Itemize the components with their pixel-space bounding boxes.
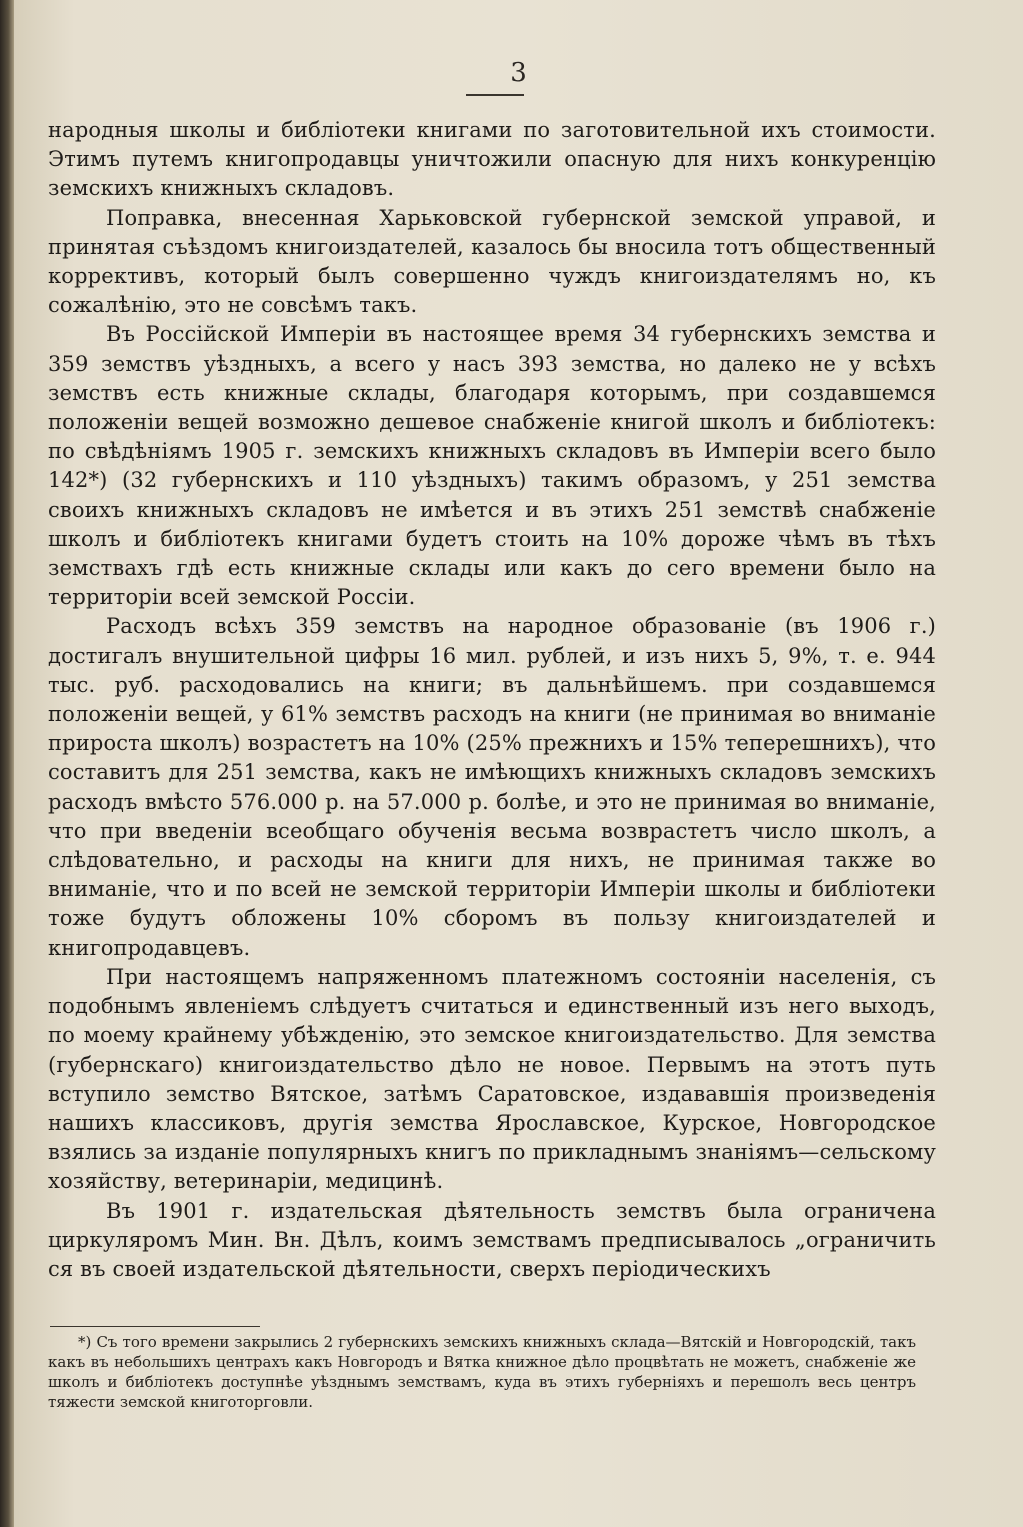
book-page	[14, 0, 1023, 1527]
paragraph: народныя школы и библіотеки книгами по заготовительной ихъ стоимости. Этимъ путемъ книгопродавцы уничтожили опасную для нихъ конкуренцію земскихъ книжныхъ складовъ.	[48, 118, 936, 201]
body-text	[48, 116, 936, 1284]
page-number-rule	[466, 94, 524, 96]
paragraph: Въ 1901 г. издательская дѣятельность земствъ была ограничена циркуляромъ Мин. Вн. Дѣлъ, коимъ земствамъ предписывалось „ограничить ся въ своей издательской дѣятельности, сверхъ періодическихъ	[48, 1198, 936, 1281]
footnote-rule	[50, 1326, 260, 1327]
paragraph: Въ Россійской Имперіи въ настоящее время 34 губернскихъ земства и 359 земствъ уѣздныхъ, а всего у насъ 393 земства, но далеко не у всѣхъ земствъ есть книжные склады, благодаря которымъ, при создавшемся положеніи вещей возможно дешевое снабженіе книгой школъ и библіотекъ: по свѣдѣніямъ 1905 г. земскихъ книжныхъ складовъ въ Имперіи всего было 142*) (32 губернскихъ и 110 уѣздныхъ) такимъ образомъ, у 251 земства своихъ книжныхъ складовъ не имѣется и въ этихъ 251 земствѣ снабженіе школъ и библіотекъ книгами будетъ стоить на 10% дороже чѣмъ въ тѣхъ земствахъ гдѣ есть книжные склады или какъ до сего времени было на территоріи всей земской Россіи.	[48, 322, 936, 610]
paragraph: При настоящемъ напряженномъ платежномъ состояніи населенія, съ подобнымъ явленіемъ слѣдуетъ считаться и единственный изъ него выходъ, по моему крайнему убѣжденію, это земское книгоиздательство. Для земства (губернскаго) книгоиздательство дѣло не новое. Первымъ на этотъ путь вступило земство Вятское, затѣмъ Саратовское, издававшія произведенія нашихъ классиковъ, другія земства Ярославское, Курское, Новгородское взялись за изданіе популярныхъ книгъ по прикладнымъ знаніямъ—сельскому хозяйству, ветеринаріи, медицинѣ.	[48, 964, 936, 1194]
book-spine-edge	[0, 0, 14, 1527]
page-number: 3	[510, 58, 527, 88]
paragraph: Поправка, внесенная Харьковской губернской земской управой, и принятая съѣздомъ книгоиздателей, казалось бы вносила тотъ общественный коррективъ, который былъ совершенно чуждъ книгоиздателямъ но, къ сожалѣнію, это не совсѣмъ такъ.	[48, 205, 936, 318]
paragraph: Расходъ всѣхъ 359 земствъ на народное образованіе (въ 1906 г.) достигалъ внушительной цифры 16 мил. рублей, и изъ нихъ 5, 9%, т. е. 944 тыс. руб. расходовались на книги; въ дальнѣйшемъ. при создавшемся положеніи вещей, у 61% земствъ расходъ на книги (не принимая во вниманіе прироста школъ) возрастетъ на 10% (25% прежнихъ и 15% теперешнихъ), что составитъ для 251 земства, какъ не имѣющихъ книжныхъ складовъ земскихъ расходъ вмѣсто 576.000 р. на 57.000 р. болѣе, и это не принимая во вниманіе, что при введеніи всеобщаго обученія весьма возврастетъ число школъ, а слѣдовательно, и расходы на книги для нихъ, не принимая также во вниманіе, что и по всей не земской территоріи Имперіи школы и библіотеки тоже будутъ обложены 10% сборомъ въ пользу книгоиздателей и книгопродавцевъ.	[48, 614, 936, 960]
footnote: *) Съ того времени закрылись 2 губернскихъ земскихъ книжныхъ склада—Вятскій и Новгородскій, такъ какъ въ небольшихъ центрахъ какъ Новгородъ и Вятка книжное дѣло процвѣтать не можетъ, снабженіе же школъ и библіотекъ доступнѣе уѣзднымъ земствамъ, куда въ этихъ губерніяхъ и перешолъ весь центръ тяжести земской книготорговли.	[48, 1333, 916, 1411]
